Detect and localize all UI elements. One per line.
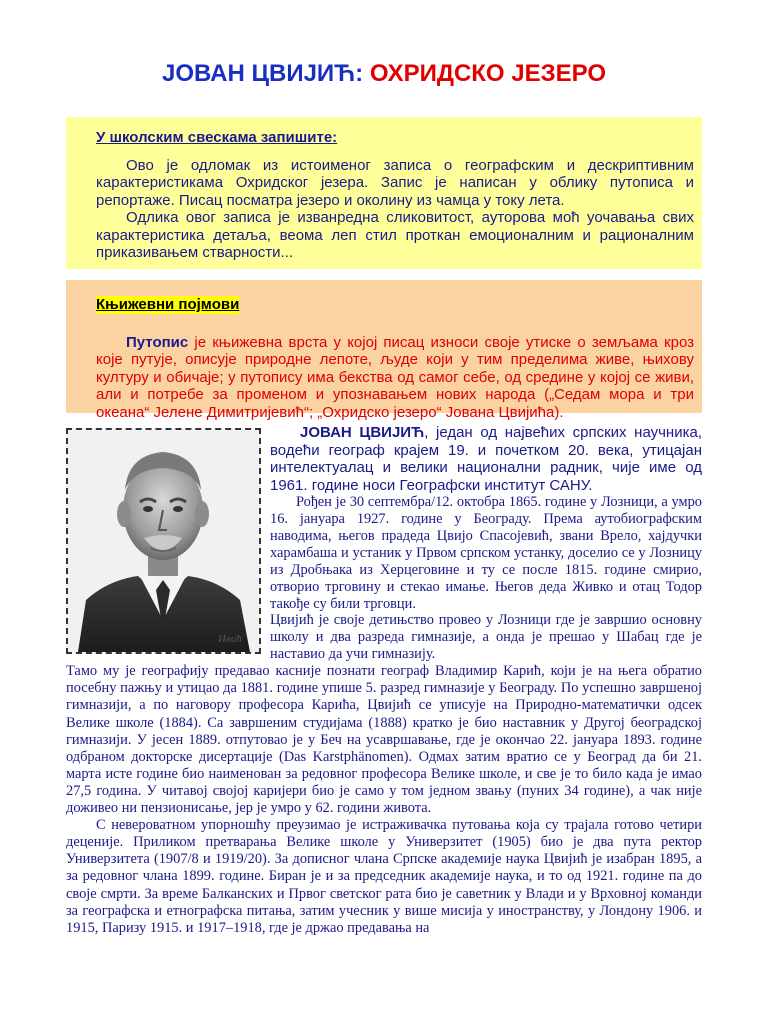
literary-terms-heading: Књижевни појмови [96, 296, 240, 313]
bio-work-paragraph: С невероватном упорношћу преузимао је истраживачка путовања која су трајала готово четири деценије. Приликом претварања Велике школе у Универзитет (1905) био је два пута ректор Универзитета (1907/8 и 1919/20). За дописног члана Српске академије наука Цвијић је изабран 1895, а за редовног члана 1899. године. Биран је и за председник академије наука, и то од 1921. године па до своје смрти. За време Балканских и Првог светског рата био је саветник у Влади и у Врховној команди за географска и етнографска питања, затим учесник у више мисија у иностранству, у Лондону 1906. и 1915, Паризу 1915. и 1917–1918, где је држао предавања на [66, 817, 702, 936]
term-definition: је књижевна врста у којој писац износи своје утиске о земљама кроз које путује, описује природне лепоте, људе који у тим пределима живе, њихову културу и обичаје; у путопису има бекства од самог себе, од средине у којој се живи, али и потребе за променом и упознавањем нових народа („Седам мора и три океана“ Јелене Димитријевић“; „Охридско језеро“ Јована Цвијића). [96, 333, 694, 421]
bio-education-paragraph: Тамо му је географију предавао касније познати географ Владимир Карић, који је на њега обратио посебну пажњу и утицао да 1881. године упише 5. разред гимназије у Београду. По успешно завршеној гимназији, а по наговору професора Карића, Цвијић се уписује на Природно-математички одсек Велике школе (1884). Са завршеним студијама (1888) кратко је био наставник у Другој београдској гимназији. У јесен 1889. отпутовао је у Беч на усавршавање, где је окончао 22. јануара 1893. године одбраном докторске дисертације (Das Karstphänomen). Одмах затим вратио се у Београд да би 21. марта исте године био наименован за редовног професора Велике школе, и све је то било када је имао 27,5 година. У читавој својој каријери био је само у том једном звању (пуних 34 године), а чак није доживео ни пензионисање, јер је умро у 62. години живота. [66, 663, 702, 817]
notebook-paragraph-1: Ово је одломак из истоименог записа о географским и дескриптивним карактеристикама Охридског језера. Запис је написан у облику путописа и репортаже. Писац посматра језеро и околину из чамца у току лета. [96, 156, 694, 209]
bio-body [66, 612, 702, 937]
bio-childhood-paragraph: Цвијић је своје детињство провео у Лозници где је завршио основну школу и два разреда гимназије, а онда је прешао у Шабац где је наставио да учи гимназију. [270, 612, 702, 663]
title-author: ЈОВАН ЦВИЈИЋ: [161, 60, 364, 87]
term-name: Путопис [126, 333, 189, 351]
notebook-paragraph-2: Одлика овог записа је изванредна сликовитост, ауторова моћ уочавања свих карактеристика детаља, веома леп стил проткан емоционалним и рационалним приказивањем стварности... [96, 209, 694, 261]
portrait-signature: Ивић [218, 633, 242, 645]
literary-terms-box [66, 280, 702, 421]
bio-name: ЈОВАН ЦВИЈИЋ [300, 424, 425, 441]
bio-birth-paragraph: Рођен је 30 септембра/12. октобра 1865. године у Лозници, а умро 16. јануара 1927. године у Београду. Према аутобиографским наводима, његов прадеда Цвијо Спасојевић, звани Врело, хајдучки харамбаша и устаник у Првом српском устанку, доселио се у Лозницу из Дробњака из Херцеговине и ту се после 1815. године смирио, отворио трговину и стекао имање. Његов деда Живко и отац Тодор такође су били трговци. [270, 494, 702, 612]
notebook-heading: У школским свескама запишите: [96, 129, 338, 146]
bio-intro [270, 424, 702, 494]
bio-intro-text: , један од највећих српских научника, водећи географ крајем 19. и почетком 20. века, утицајан интелектуалац и велики национални радник, чије име од 1961. године носи Географски институт САНУ. [270, 424, 703, 494]
title-work: ОХРИДСКО ЈЕЗЕРО [369, 60, 607, 87]
page-title [0, 60, 768, 88]
notebook-box [66, 117, 702, 269]
travelogue-definition [96, 334, 694, 422]
